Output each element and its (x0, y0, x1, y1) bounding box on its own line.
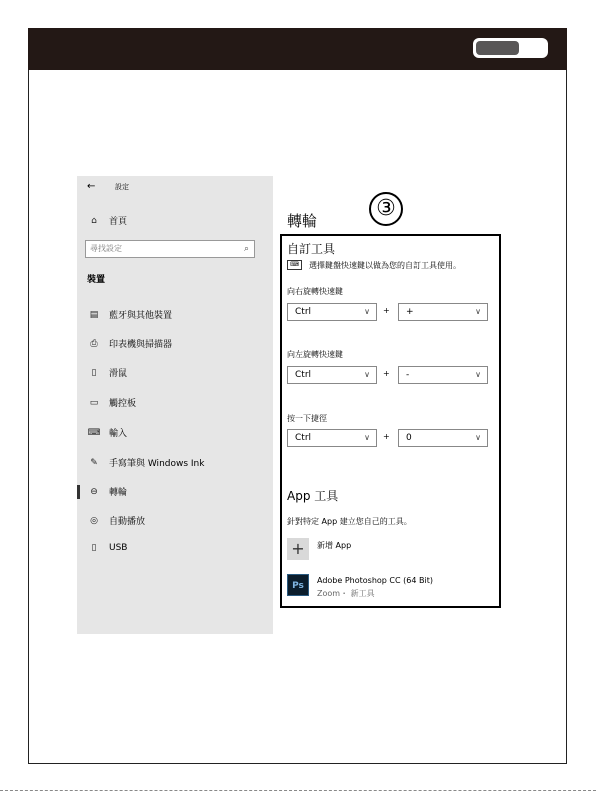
shortcut-label-click: 按一下捷徑 (287, 414, 327, 423)
keyboard-icon: ⌨ (287, 260, 302, 270)
cut-line (0, 790, 596, 791)
sidebar-item-printers[interactable]: ⎙ 印表機與掃描器 (87, 337, 172, 350)
plus-sign: + (383, 432, 390, 441)
plus-sign: + (383, 306, 390, 315)
sidebar (77, 176, 273, 634)
add-app-button[interactable] (287, 538, 309, 560)
window-title: 設定 (115, 183, 129, 191)
search-input[interactable]: 尋找設定 ⌕ (85, 240, 255, 258)
custom-tools-description: 選擇鍵盤快速鍵以做為您的自訂工具使用。 (309, 261, 461, 270)
page-tab-pill (473, 38, 548, 58)
shortcut-label-left: 向左旋轉快速鍵 (287, 350, 343, 359)
click-modifier-dropdown[interactable]: Ctrl ∨ (287, 429, 377, 447)
photoshop-app-icon[interactable]: Ps (287, 574, 309, 596)
app-subtitle: Zoom・ 新工具 (317, 589, 375, 598)
usb-icon: ▯ (91, 543, 97, 553)
autoplay-icon: ◎ (90, 515, 98, 526)
sidebar-item-bluetooth[interactable]: ▤ 藍牙與其他裝置 (87, 308, 172, 321)
content-pane (273, 176, 519, 634)
touchpad-icon: ▭ (89, 397, 99, 408)
step-number-badge: ③ (369, 192, 403, 226)
app-tools-description: 針對特定 App 建立您自己的工具。 (287, 517, 412, 526)
right-modifier-dropdown[interactable]: Ctrl ∨ (287, 303, 377, 321)
wheel-icon: ⊖ (90, 486, 98, 497)
left-key-dropdown[interactable]: - ∨ (398, 366, 488, 384)
bluetooth-devices-icon: ▤ (89, 309, 99, 320)
plus-sign: + (383, 369, 390, 378)
chevron-down-icon: ∨ (475, 433, 481, 442)
mouse-icon: ▯ (91, 367, 97, 378)
shortcut-label-right: 向右旋轉快速鍵 (287, 287, 343, 296)
home-icon: ⌂ (91, 215, 97, 226)
pen-icon: ✎ (90, 457, 98, 468)
sidebar-item-pen[interactable]: ✎ 手寫筆與 Windows Ink (87, 456, 204, 469)
keyboard-icon: ⌨ (87, 427, 101, 438)
sidebar-item-autoplay[interactable]: ◎ 自動播放 (87, 514, 145, 527)
category-heading: 裝置 (87, 275, 106, 285)
add-app-label[interactable]: 新增 App (317, 541, 352, 550)
left-modifier-dropdown[interactable]: Ctrl ∨ (287, 366, 377, 384)
printer-icon: ⎙ (90, 338, 98, 349)
back-arrow-icon[interactable]: ← (87, 181, 96, 192)
search-icon: ⌕ (243, 244, 249, 254)
custom-tools-heading: 自訂工具 (287, 242, 336, 256)
chevron-down-icon: ∨ (475, 370, 481, 379)
chevron-down-icon: ∨ (364, 433, 370, 442)
chevron-down-icon: ∨ (364, 307, 370, 316)
sidebar-item-mouse[interactable]: ▯ 滑鼠 (87, 366, 127, 379)
click-key-dropdown[interactable]: 0 ∨ (398, 429, 488, 447)
app-tools-heading: App 工具 (287, 489, 339, 503)
sidebar-item-home[interactable]: ⌂ 首頁 (87, 214, 127, 227)
sidebar-item-wheel[interactable]: ⊖ 轉輪 (87, 485, 127, 498)
selected-indicator (77, 485, 80, 499)
chevron-down-icon: ∨ (475, 307, 481, 316)
right-key-dropdown[interactable]: + ∨ (398, 303, 488, 321)
plus-icon: + (291, 539, 305, 558)
chevron-down-icon: ∨ (364, 370, 370, 379)
sidebar-item-touchpad[interactable]: ▭ 觸控板 (87, 396, 136, 409)
sidebar-item-typing[interactable]: ⌨ 輸入 (87, 427, 128, 439)
sidebar-item-usb[interactable]: ▯ USB (87, 543, 127, 553)
app-name[interactable]: Adobe Photoshop CC (64 Bit) (317, 576, 433, 585)
page-title: 轉輪 (287, 212, 318, 230)
settings-window (77, 176, 519, 634)
